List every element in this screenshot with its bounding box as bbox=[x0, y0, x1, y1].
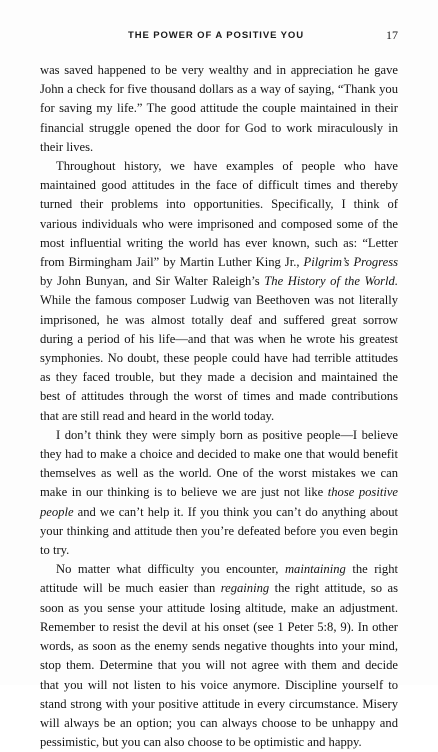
text-run: was saved happened to be very wealthy and in appreciation he gave John a check for five thousand dollars as a way of saying, “Thank you for saving my life.” The good attitude the couple maintained in their financial struggle opened the door for God to work miraculously in their lives. bbox=[40, 63, 398, 154]
paragraph bbox=[40, 157, 398, 426]
text-run: and we can’t help it. If you think you can’t do anything about your thinking and attitude then you’re defeated before you even begin to try. bbox=[40, 504, 398, 558]
text-run: Throughout history, we have examples of people who have maintained good attitudes in the face of difficult times and thereby turned their problems into opportunities. Specifically, I think of various individuals who were imprisoned and composed some of the most influential writing the world has ever known, such as: “Letter from Birmingham Jail” by Martin Luther King Jr., bbox=[40, 159, 398, 270]
italic-text: The History of the World. bbox=[264, 274, 398, 289]
text-run: by John Bunyan, and Sir Walter Raleigh’s bbox=[40, 274, 265, 289]
page-number: 17 bbox=[386, 28, 398, 42]
paragraph bbox=[40, 426, 398, 560]
text-run: No matter what difficulty you encounter, bbox=[56, 562, 285, 577]
text-run: the right attitude will be much easier than bbox=[40, 562, 399, 596]
text-run: While the famous composer Ludwig van Beethoven was not literally imprisoned, he was almost totally deaf and suffered great sorrow during a period of his life—and that was when he wrote his greatest symphonies. No doubt, these people could have had terrible attitudes as they faced trouble, but they made a decision and maintained the best of attitudes through the worst of times and made contributions that are still read and heard in the world today. bbox=[40, 293, 398, 423]
body-text bbox=[40, 61, 398, 752]
italic-text: maintaining bbox=[284, 562, 346, 577]
text-run: I don’t think they were simply born as positive people—I believe they had to make a choice and decided to make one that would benefit themselves as well as the world. One of the worst mistakes we can make in our thinking is to believe we are just not like bbox=[40, 427, 398, 500]
italic-text: Pilgrim’s Progress bbox=[303, 255, 398, 270]
italic-text: those positive people bbox=[40, 485, 398, 519]
paragraph bbox=[40, 61, 398, 157]
paragraph bbox=[40, 560, 398, 752]
text-run: the right attitude, so as soon as you sense your attitude losing altitude, make an adjustment. Remember to resist the devil at his onset (see 1 Peter 5:8, 9). In other words, as soon as the enemy sends negative thoughts into your mind, stop them. Determine that you will not agree with them and decide that you will not listen to his voice anymore. Discipline yourself to stand strong with your positive attitude in every circumstance. Misery will always be an option; you can always choose to be unhappy and pessimistic, but you can also choose to be optimistic and happy. bbox=[40, 581, 398, 750]
running-header bbox=[40, 30, 398, 46]
running-title: THE POWER OF A POSITIVE YOU bbox=[128, 30, 304, 41]
italic-text: regaining bbox=[220, 581, 270, 596]
